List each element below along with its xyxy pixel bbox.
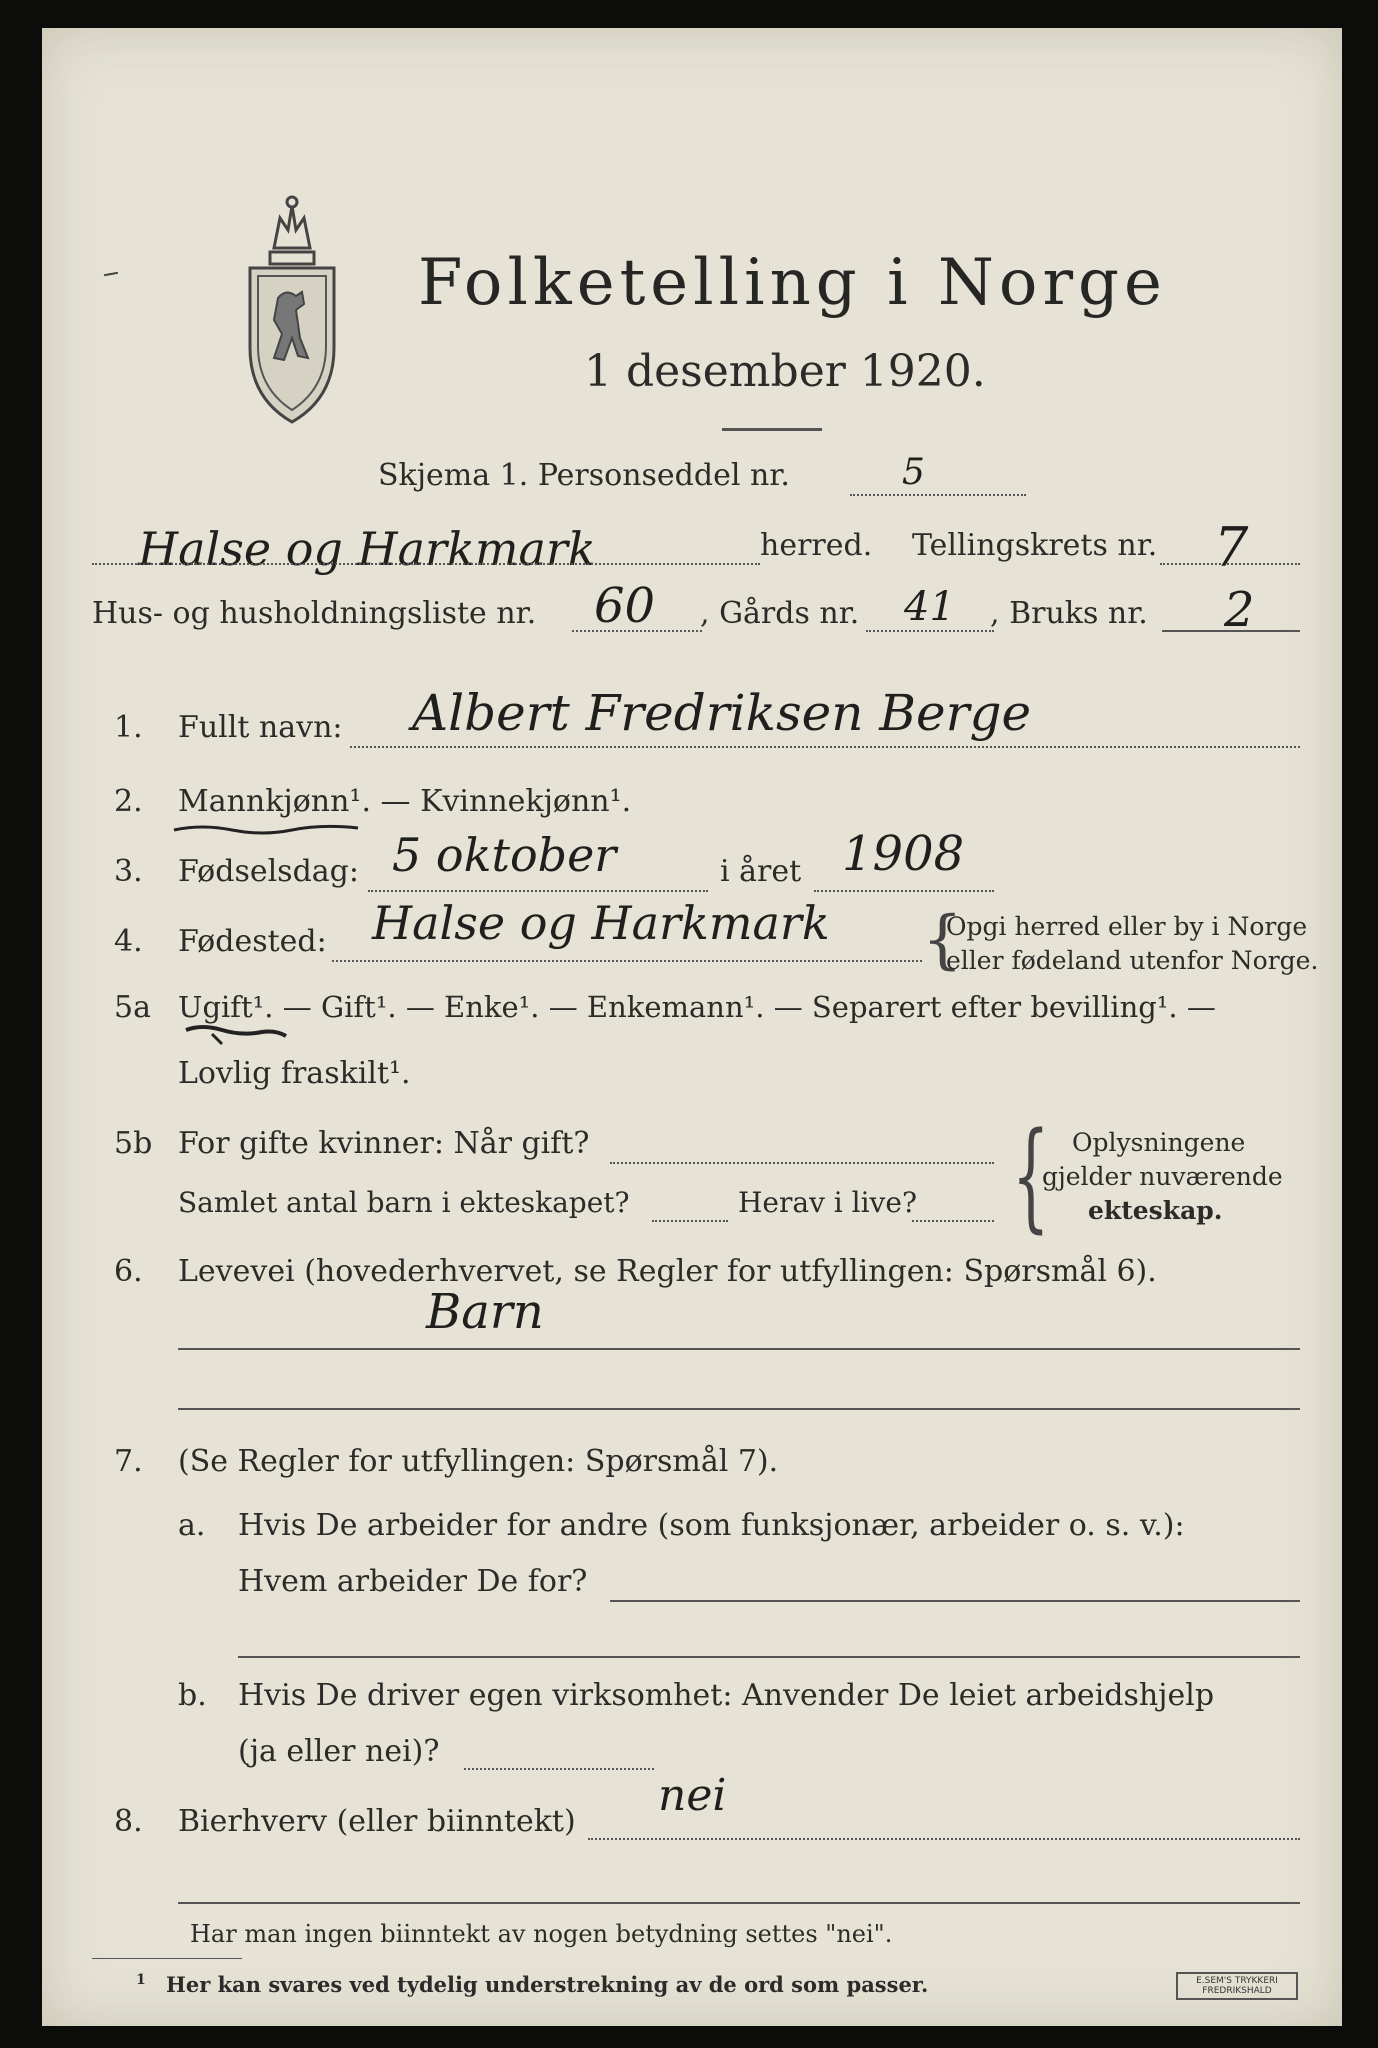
hus-label: Hus- og husholdningsliste nr. bbox=[92, 596, 537, 631]
children-count-field-line bbox=[652, 1220, 728, 1222]
q7-number: 7. bbox=[114, 1444, 143, 1479]
gards-value[interactable]: 41 bbox=[904, 584, 955, 630]
occupation-field-line2 bbox=[178, 1408, 1300, 1410]
q5b-note-line1: Oplysningene bbox=[1072, 1128, 1246, 1157]
q6-label: Levevei (hovederhvervet, se Regler for utfyllingen: Spørsmål 6). bbox=[178, 1254, 1157, 1289]
married-when-field-line bbox=[610, 1162, 994, 1164]
side-income-field-line bbox=[588, 1838, 1300, 1840]
q3-label: Fødselsdag: bbox=[178, 854, 359, 889]
footnote-divider bbox=[92, 1958, 242, 1959]
footnote-text: Her kan svares ved tydelig understrekning av de ord som passer. bbox=[166, 1972, 929, 1997]
gards-label: , Gårds nr. bbox=[700, 596, 860, 631]
q8-label: Bierhverv (eller biinntekt) bbox=[178, 1804, 576, 1839]
birthplace-value[interactable]: Halse og Harkmark bbox=[372, 896, 830, 950]
herred-field-line bbox=[92, 563, 760, 565]
census-form-page bbox=[42, 28, 1342, 2026]
q5a-number: 5a bbox=[114, 990, 151, 1025]
birthday-value[interactable]: 5 oktober bbox=[392, 828, 617, 882]
q4-number: 4. bbox=[114, 924, 143, 959]
q7a-letter: a. bbox=[178, 1508, 206, 1543]
year-field-line bbox=[814, 890, 994, 892]
birthplace-note-line1: Opgi herred eller by i Norge bbox=[946, 912, 1308, 941]
tellingskrets-value[interactable]: 7 bbox=[1214, 516, 1249, 579]
mannkjonn-underline-mark bbox=[172, 822, 362, 836]
lovlig-fraskilt-option[interactable]: Lovlig fraskilt¹. bbox=[178, 1056, 411, 1091]
q5b-note-line2: gjelder nuværende bbox=[1042, 1162, 1283, 1191]
q5b-note-brace: { bbox=[1012, 1106, 1050, 1244]
q7a-line2-label: Hvem arbeider De for? bbox=[238, 1564, 588, 1599]
bruks-label: , Bruks nr. bbox=[990, 596, 1148, 631]
ugift-underline-mark bbox=[182, 1022, 292, 1048]
year-label: i året bbox=[720, 854, 802, 889]
employer-field-line2 bbox=[238, 1656, 1300, 1658]
q7a-line1: Hvis De arbeider for andre (som funksjonær, arbeider o. s. v.): bbox=[238, 1508, 1185, 1543]
birthplace-note-brace: { bbox=[922, 903, 963, 977]
margin-tick-mark bbox=[104, 272, 118, 276]
q5b-note-line3: ekteskap. bbox=[1088, 1196, 1223, 1225]
gards-field-line bbox=[866, 630, 994, 632]
title-divider bbox=[722, 428, 822, 431]
hired-help-field-line bbox=[464, 1768, 654, 1770]
q7b-line1: Hvis De driver egen virksomhet: Anvender De leiet arbeidshjelp bbox=[238, 1678, 1215, 1713]
full-name-value[interactable]: Albert Fredriksen Berge bbox=[412, 684, 1032, 742]
herred-label: herred. bbox=[760, 528, 873, 563]
children-alive-field-line bbox=[912, 1220, 994, 1222]
q7b-letter: b. bbox=[178, 1678, 207, 1713]
skjema-label: Skjema 1. Personseddel nr. bbox=[378, 458, 790, 493]
birthplace-note-line2: eller fødeland utenfor Norge. bbox=[946, 946, 1319, 975]
q2-gender-options[interactable]: Mannkjønn¹. — Kvinnekjønn¹. bbox=[178, 784, 632, 819]
footnote-mark: 1 bbox=[136, 1972, 146, 1988]
q2-number: 2. bbox=[114, 784, 143, 819]
q8-number: 8. bbox=[114, 1804, 143, 1839]
q1-label: Fullt navn: bbox=[178, 710, 343, 745]
bruks-value[interactable]: 2 bbox=[1224, 582, 1255, 638]
birthday-field-line bbox=[368, 890, 708, 892]
q7-label: (Se Regler for utfyllingen: Spørsmål 7). bbox=[178, 1444, 779, 1479]
tellingskrets-label: Tellingskrets nr. bbox=[912, 528, 1158, 563]
side-income-value[interactable]: nei bbox=[658, 1770, 727, 1821]
coat-of-arms-icon bbox=[244, 188, 340, 428]
birthplace-field-line bbox=[332, 960, 922, 962]
marital-status-options[interactable]: Ugift¹. — Gift¹. — Enke¹. — Enkemann¹. — Separert efter bevilling¹. — bbox=[178, 990, 1216, 1024]
q5b-line1-label: For gifte kvinner: Når gift? bbox=[178, 1126, 590, 1161]
census-date: 1 desember 1920. bbox=[584, 346, 986, 397]
occupation-value[interactable]: Barn bbox=[426, 1284, 544, 1340]
employer-field-line1 bbox=[610, 1600, 1300, 1602]
printer-stamp-line1: E.SEM'S TRYKKERI bbox=[1196, 1976, 1278, 1986]
q5b-number: 5b bbox=[114, 1126, 153, 1161]
children-count-label: Samlet antal barn i ekteskapet? bbox=[178, 1186, 630, 1219]
hus-value[interactable]: 60 bbox=[594, 578, 656, 634]
printer-stamp-line2: FREDRIKSHALD bbox=[1202, 1986, 1272, 1996]
side-income-field-line2 bbox=[178, 1902, 1300, 1904]
birth-year-value[interactable]: 1908 bbox=[842, 826, 965, 882]
herred-value[interactable]: Halse og Harkmark bbox=[138, 522, 596, 576]
occupation-field-line1 bbox=[178, 1348, 1300, 1350]
form-title: Folketelling i Norge bbox=[418, 246, 1167, 320]
children-alive-label: Herav i live? bbox=[738, 1186, 917, 1219]
q6-number: 6. bbox=[114, 1254, 143, 1289]
q1-field-line bbox=[350, 746, 1300, 748]
q4-label: Fødested: bbox=[178, 924, 327, 959]
q3-number: 3. bbox=[114, 854, 143, 889]
printer-stamp bbox=[1176, 1972, 1298, 2000]
nei-note: Har man ingen biinntekt av nogen betydning settes "nei". bbox=[190, 1920, 893, 1948]
q7b-line2-label: (ja eller nei)? bbox=[238, 1734, 440, 1769]
personseddel-field-line bbox=[850, 494, 1026, 496]
q1-number: 1. bbox=[114, 710, 143, 745]
personseddel-value[interactable]: 5 bbox=[902, 452, 925, 493]
